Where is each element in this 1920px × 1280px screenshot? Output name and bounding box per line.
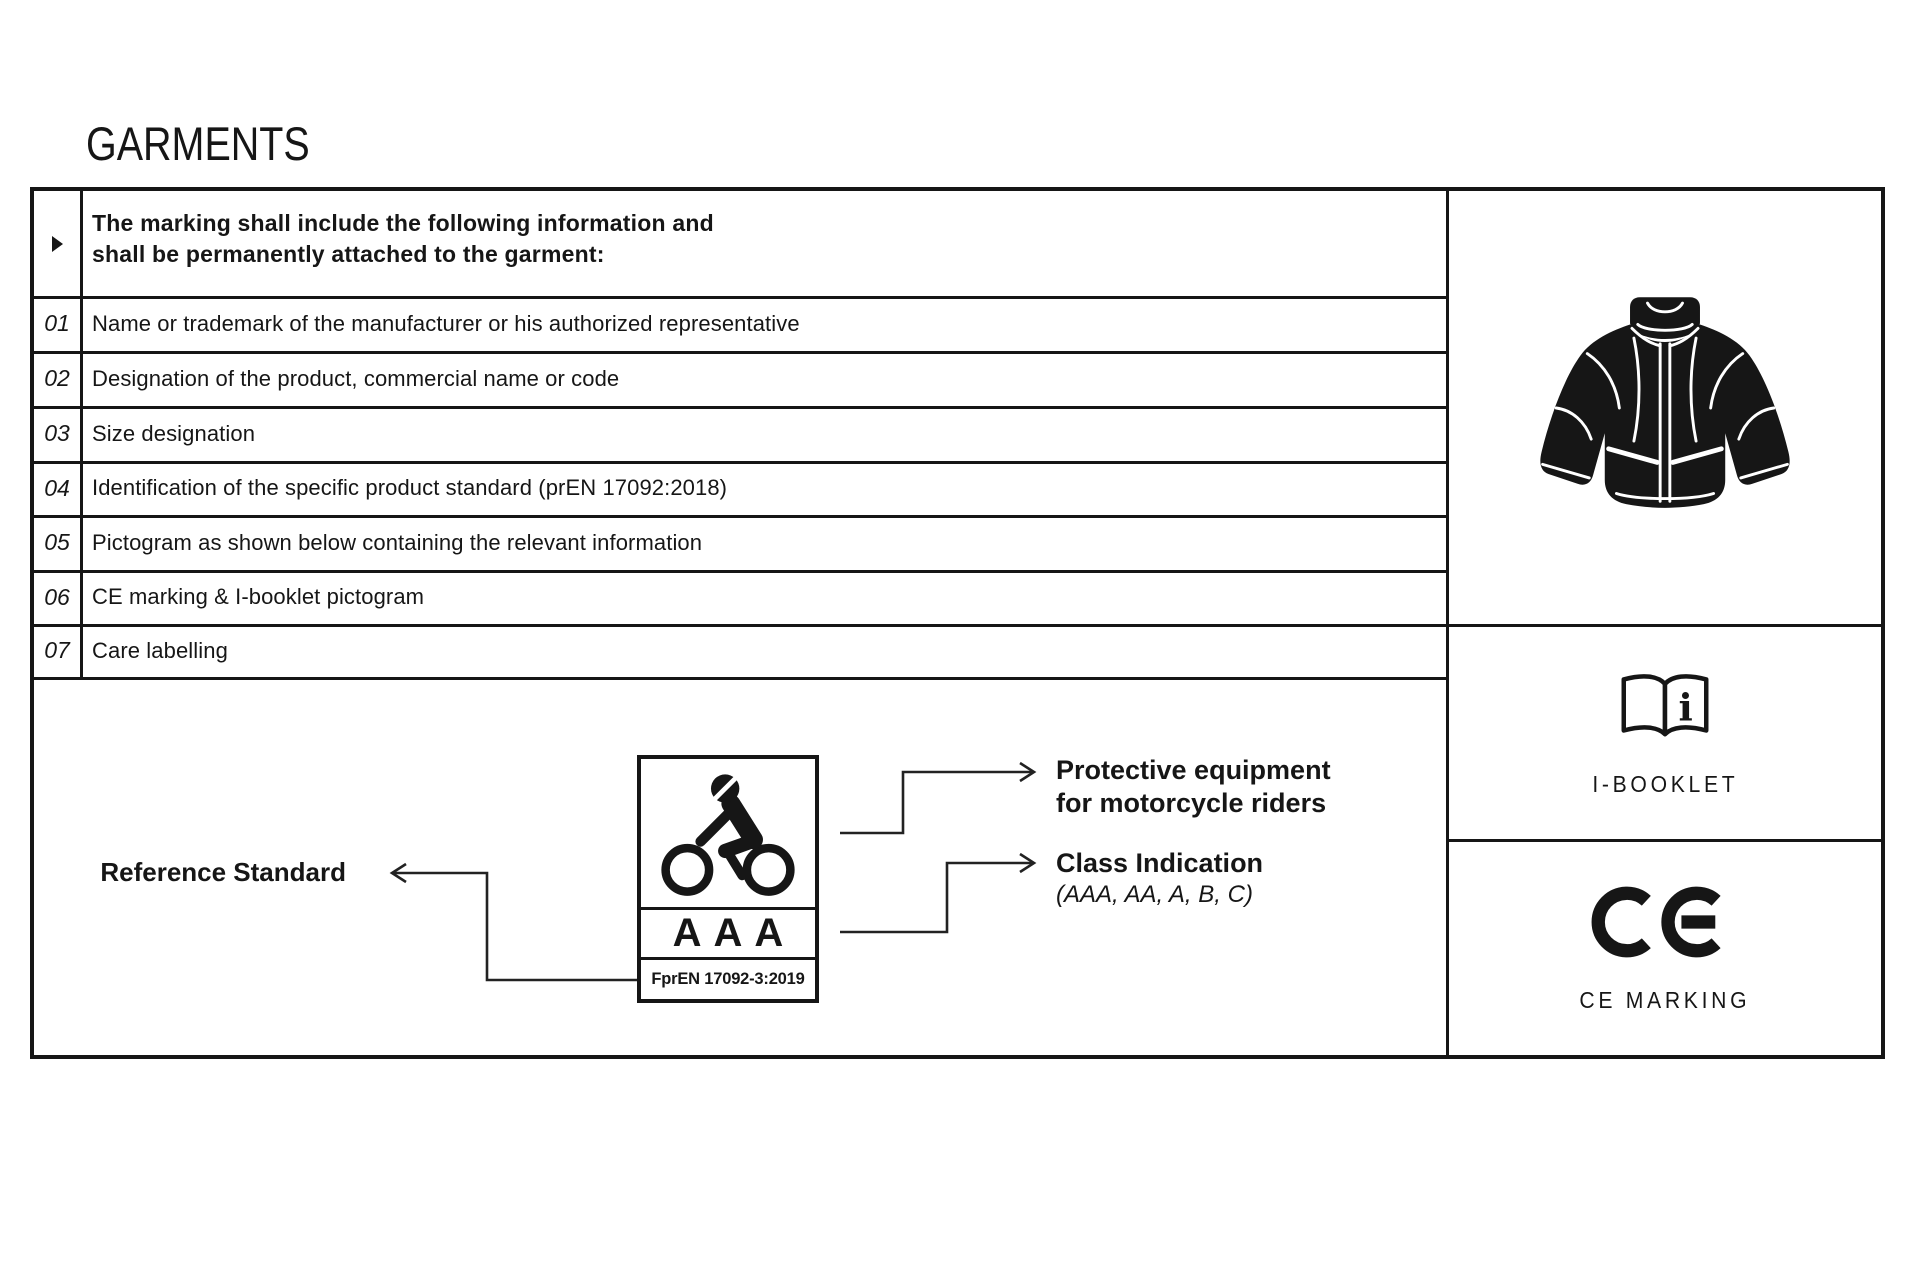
row-text: Identification of the specific product standard (prEN 17092:2018) [92, 475, 728, 500]
header-marker-cell [34, 191, 80, 296]
header-line-2: shall be permanently attached to the garment: [92, 241, 605, 267]
jacket-panel [1449, 191, 1881, 624]
right-triangle-icon [52, 236, 63, 252]
i-booklet-label: I-BOOKLET [1591, 770, 1738, 797]
number-column-divider [80, 191, 83, 677]
class-indication-values: (AAA, AA, A, B, C) [1056, 881, 1253, 908]
i-booklet-panel [1449, 627, 1881, 839]
garment-label-pictogram [637, 755, 819, 1003]
i-booklet-icon [1613, 669, 1717, 749]
row-text: Designation of the product, commercial name or code [92, 365, 620, 391]
row-number: 04 [44, 474, 70, 501]
standard-reference: FprEN 17092-3:2019 [651, 969, 805, 988]
class-value: AAA [641, 910, 815, 960]
row-number: 01 [44, 310, 70, 336]
protective-line-2: for motorcycle riders [1056, 788, 1327, 818]
row-text: Care labelling [92, 637, 228, 663]
motorcycle-jacket-icon [1529, 293, 1801, 523]
protective-line-1: Protective equipment [1056, 755, 1331, 785]
info-letter: i [1678, 685, 1693, 730]
row-text: Name or trademark of the manufacturer or his authorized representative [92, 310, 800, 336]
class-indication-label [1056, 847, 1263, 910]
header-line-1: The marking shall include the following information and [92, 210, 714, 236]
row-number: 06 [44, 583, 70, 610]
rider-pictogram-cell [641, 759, 815, 910]
ce-marking-label: CE MARKING [1579, 987, 1751, 1013]
protective-connector [840, 772, 1034, 833]
protective-equipment-label [1056, 754, 1331, 820]
row-number: 03 [44, 420, 70, 446]
ce-marking-panel [1449, 842, 1881, 1055]
marking-table [30, 187, 1885, 1059]
motorcycle-rider-icon [645, 764, 811, 902]
pictogram-diagram [34, 677, 1446, 1055]
row-number: 05 [44, 529, 70, 555]
class-indication-title: Class Indication [1056, 848, 1264, 878]
row-text: Pictogram as shown below containing the relevant information [92, 529, 703, 555]
row-text: CE marking & I-booklet pictogram [92, 584, 425, 609]
class-connector [840, 863, 1034, 932]
reference-standard-label: Reference Standard [100, 857, 346, 887]
page-title: GARMENTS [86, 117, 310, 170]
row-number: 07 [44, 637, 70, 663]
row-text: Size designation [92, 420, 256, 446]
ce-mark-icon [1588, 883, 1742, 961]
row-number: 02 [44, 365, 70, 391]
table-header [92, 208, 714, 270]
reference-standard-connector [392, 873, 637, 980]
